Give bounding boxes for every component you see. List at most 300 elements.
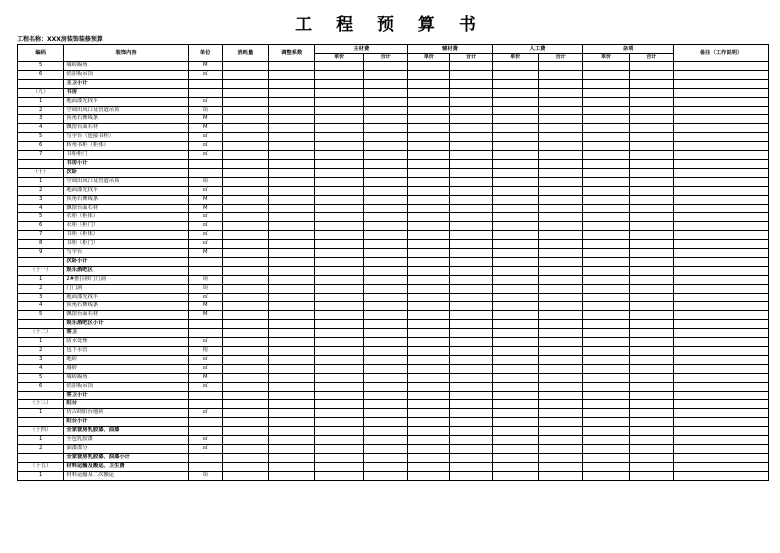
row-coef <box>269 88 315 97</box>
row-labor-price <box>492 222 538 231</box>
row-misc-total <box>629 240 673 249</box>
row-labor-price <box>492 79 538 88</box>
row-item-name: 主卫小计 <box>64 79 188 88</box>
row-labor-total <box>539 400 583 409</box>
row-item-name: 飘窗台面石材 <box>64 311 188 320</box>
row-misc-total <box>629 329 673 338</box>
row-main-price <box>315 444 364 453</box>
row-qty <box>222 257 268 266</box>
row-misc-total <box>629 249 673 258</box>
row-note <box>674 409 769 418</box>
row-note <box>674 88 769 97</box>
row-item-name: 地面漆光找平 <box>64 293 188 302</box>
row-code <box>18 257 64 266</box>
table-row <box>18 231 769 240</box>
budget-table <box>17 44 769 481</box>
row-code: 3 <box>18 293 64 302</box>
row-code <box>18 453 64 462</box>
row-item-name: 铝扣板吊顶 <box>64 70 188 79</box>
row-main-total <box>363 347 407 356</box>
row-main-total <box>363 257 407 266</box>
row-aux-price <box>408 471 450 480</box>
table-row <box>18 142 769 151</box>
row-aux-price <box>408 355 450 364</box>
row-qty <box>222 373 268 382</box>
row-labor-price <box>492 213 538 222</box>
row-unit <box>188 400 222 409</box>
row-code: 6 <box>18 70 64 79</box>
row-labor-price <box>492 168 538 177</box>
row-aux-price <box>408 151 450 160</box>
row-misc-total <box>629 436 673 445</box>
row-main-price <box>315 427 364 436</box>
row-qty <box>222 400 268 409</box>
row-note <box>674 462 769 471</box>
row-main-price <box>315 382 364 391</box>
row-aux-price <box>408 70 450 79</box>
table-row <box>18 133 769 142</box>
row-misc-price <box>583 70 629 79</box>
table-row <box>18 400 769 409</box>
row-coef <box>269 177 315 186</box>
row-note <box>674 257 769 266</box>
row-misc-total <box>629 471 673 480</box>
row-labor-price <box>492 427 538 436</box>
table-row <box>18 453 769 462</box>
table-row <box>18 204 769 213</box>
row-aux-total <box>450 213 492 222</box>
row-misc-total <box>629 284 673 293</box>
row-labor-total <box>539 79 583 88</box>
row-item-name: 空调出风口及管道吊顶 <box>64 106 188 115</box>
row-aux-price <box>408 168 450 177</box>
row-item-name: 娱乐酒吧区 <box>64 266 188 275</box>
row-note <box>674 302 769 311</box>
row-aux-price <box>408 133 450 142</box>
row-labor-total <box>539 453 583 462</box>
row-main-total <box>363 355 407 364</box>
table-row <box>18 364 769 373</box>
row-coef <box>269 97 315 106</box>
row-aux-total <box>450 70 492 79</box>
row-misc-price <box>583 364 629 373</box>
row-unit <box>188 88 222 97</box>
row-misc-price <box>583 373 629 382</box>
row-note <box>674 355 769 364</box>
row-code: 1 <box>18 275 64 284</box>
row-qty <box>222 338 268 347</box>
row-aux-total <box>450 133 492 142</box>
row-labor-total <box>539 373 583 382</box>
row-main-price <box>315 159 364 168</box>
row-aux-price <box>408 97 450 106</box>
row-labor-price <box>492 106 538 115</box>
row-main-total <box>363 213 407 222</box>
row-labor-total <box>539 186 583 195</box>
row-aux-price <box>408 79 450 88</box>
row-main-total <box>363 133 407 142</box>
row-unit: ㎡ <box>188 142 222 151</box>
row-aux-price <box>408 373 450 382</box>
header-row <box>18 45 769 54</box>
labor-total-header: 合计 <box>539 54 583 62</box>
row-note <box>674 444 769 453</box>
row-aux-price <box>408 347 450 356</box>
row-unit <box>188 391 222 400</box>
row-main-price <box>315 133 364 142</box>
row-item-name: 衣柜（柜体） <box>64 213 188 222</box>
row-main-price <box>315 88 364 97</box>
row-main-price <box>315 471 364 480</box>
row-unit <box>188 257 222 266</box>
row-unit: M <box>188 195 222 204</box>
row-misc-price <box>583 293 629 302</box>
row-main-total <box>363 142 407 151</box>
row-coef <box>269 462 315 471</box>
row-misc-price <box>583 79 629 88</box>
row-misc-price <box>583 133 629 142</box>
row-aux-price <box>408 115 450 124</box>
row-main-price <box>315 186 364 195</box>
row-labor-price <box>492 115 538 124</box>
row-unit: 项 <box>188 106 222 115</box>
row-item-name: 2#推拉移门门洞 <box>64 275 188 284</box>
row-aux-total <box>450 382 492 391</box>
row-misc-total <box>629 213 673 222</box>
row-unit: M <box>188 204 222 213</box>
row-unit <box>188 266 222 275</box>
row-aux-price <box>408 62 450 71</box>
row-misc-total <box>629 124 673 133</box>
row-misc-total <box>629 453 673 462</box>
row-main-price <box>315 213 364 222</box>
row-note <box>674 364 769 373</box>
row-aux-total <box>450 338 492 347</box>
row-labor-total <box>539 436 583 445</box>
row-note <box>674 320 769 329</box>
table-row <box>18 222 769 231</box>
row-qty <box>222 427 268 436</box>
row-aux-total <box>450 79 492 88</box>
row-aux-price <box>408 400 450 409</box>
row-unit: 项 <box>188 471 222 480</box>
row-labor-total <box>539 249 583 258</box>
row-main-price <box>315 97 364 106</box>
row-coef <box>269 338 315 347</box>
row-main-price <box>315 338 364 347</box>
row-labor-price <box>492 195 538 204</box>
row-code: （九） <box>18 88 64 97</box>
row-misc-total <box>629 168 673 177</box>
row-item-name: 油漆部分 <box>64 444 188 453</box>
row-coef <box>269 106 315 115</box>
row-misc-total <box>629 204 673 213</box>
row-main-total <box>363 177 407 186</box>
row-item-name: 防水处理 <box>64 338 188 347</box>
row-aux-total <box>450 311 492 320</box>
row-coef <box>269 186 315 195</box>
row-aux-price <box>408 213 450 222</box>
row-misc-price <box>583 142 629 151</box>
row-note <box>674 159 769 168</box>
row-labor-total <box>539 338 583 347</box>
row-misc-total <box>629 302 673 311</box>
row-aux-total <box>450 231 492 240</box>
col-unit-header: 单位 <box>188 45 222 62</box>
row-qty <box>222 240 268 249</box>
row-qty <box>222 168 268 177</box>
row-code: 3 <box>18 115 64 124</box>
row-code: 3 <box>18 195 64 204</box>
row-coef <box>269 284 315 293</box>
col-qty-header: 消耗量 <box>222 45 268 62</box>
row-main-total <box>363 151 407 160</box>
row-coef <box>269 293 315 302</box>
row-code: 2 <box>18 347 64 356</box>
table-row <box>18 151 769 160</box>
row-coef <box>269 168 315 177</box>
row-main-total <box>363 88 407 97</box>
row-labor-total <box>539 293 583 302</box>
row-misc-price <box>583 213 629 222</box>
table-row <box>18 284 769 293</box>
row-main-price <box>315 222 364 231</box>
row-aux-total <box>450 204 492 213</box>
row-labor-price <box>492 444 538 453</box>
row-unit: ㎡ <box>188 444 222 453</box>
row-item-name: 顶角石膏线条 <box>64 302 188 311</box>
row-item-name: 墙砖踢角 <box>64 62 188 71</box>
row-labor-price <box>492 382 538 391</box>
row-labor-total <box>539 347 583 356</box>
row-coef <box>269 79 315 88</box>
table-row <box>18 97 769 106</box>
row-item-name: 次卧 <box>64 168 188 177</box>
row-coef <box>269 151 315 160</box>
row-misc-price <box>583 222 629 231</box>
row-qty <box>222 329 268 338</box>
row-labor-total <box>539 124 583 133</box>
row-main-price <box>315 418 364 427</box>
row-misc-total <box>629 159 673 168</box>
table-row <box>18 195 769 204</box>
row-code: 4 <box>18 124 64 133</box>
row-coef <box>269 311 315 320</box>
row-misc-total <box>629 177 673 186</box>
row-labor-total <box>539 231 583 240</box>
row-note <box>674 195 769 204</box>
row-unit: ㎡ <box>188 382 222 391</box>
row-aux-price <box>408 240 450 249</box>
row-aux-total <box>450 329 492 338</box>
row-labor-total <box>539 62 583 71</box>
row-misc-total <box>629 195 673 204</box>
row-qty <box>222 204 268 213</box>
row-labor-total <box>539 159 583 168</box>
row-unit: M <box>188 373 222 382</box>
row-item-name: 全包乳胶漆 <box>64 436 188 445</box>
row-misc-total <box>629 115 673 124</box>
row-labor-total <box>539 257 583 266</box>
row-item-name: 门门洞 <box>64 284 188 293</box>
row-aux-total <box>450 453 492 462</box>
row-main-total <box>363 159 407 168</box>
row-item-name: 次卧小计 <box>64 257 188 266</box>
row-misc-price <box>583 311 629 320</box>
labor-price-header: 单价 <box>492 54 538 62</box>
row-coef <box>269 302 315 311</box>
row-coef <box>269 347 315 356</box>
row-main-total <box>363 70 407 79</box>
row-labor-price <box>492 186 538 195</box>
row-note <box>674 275 769 284</box>
row-labor-price <box>492 373 538 382</box>
row-main-price <box>315 302 364 311</box>
row-labor-price <box>492 409 538 418</box>
row-note <box>674 186 769 195</box>
row-item-name: 客卫小计 <box>64 391 188 400</box>
row-labor-price <box>492 70 538 79</box>
row-coef <box>269 471 315 480</box>
row-labor-total <box>539 311 583 320</box>
row-qty <box>222 249 268 258</box>
row-misc-total <box>629 231 673 240</box>
row-aux-total <box>450 462 492 471</box>
row-aux-total <box>450 391 492 400</box>
row-labor-price <box>492 266 538 275</box>
row-qty <box>222 88 268 97</box>
row-item-name: 顶角石膏线条 <box>64 115 188 124</box>
row-coef <box>269 133 315 142</box>
row-misc-total <box>629 311 673 320</box>
row-labor-price <box>492 364 538 373</box>
row-aux-total <box>450 471 492 480</box>
row-code: （十五） <box>18 462 64 471</box>
row-labor-price <box>492 124 538 133</box>
row-note <box>674 382 769 391</box>
row-labor-total <box>539 142 583 151</box>
table-row <box>18 293 769 302</box>
row-aux-total <box>450 106 492 115</box>
row-labor-price <box>492 249 538 258</box>
row-misc-total <box>629 88 673 97</box>
row-aux-price <box>408 453 450 462</box>
row-coef <box>269 409 315 418</box>
row-misc-total <box>629 418 673 427</box>
col-code-header: 编码 <box>18 45 64 62</box>
row-unit: 项 <box>188 275 222 284</box>
row-unit: ㎡ <box>188 338 222 347</box>
row-labor-price <box>492 453 538 462</box>
row-qty <box>222 177 268 186</box>
row-main-total <box>363 106 407 115</box>
row-unit: M <box>188 249 222 258</box>
row-aux-total <box>450 168 492 177</box>
row-misc-price <box>583 391 629 400</box>
row-note <box>674 70 769 79</box>
row-main-price <box>315 249 364 258</box>
row-note <box>674 418 769 427</box>
row-aux-total <box>450 257 492 266</box>
row-note <box>674 266 769 275</box>
row-misc-total <box>629 364 673 373</box>
row-labor-price <box>492 302 538 311</box>
row-aux-price <box>408 106 450 115</box>
row-aux-price <box>408 444 450 453</box>
row-note <box>674 213 769 222</box>
row-main-price <box>315 177 364 186</box>
row-misc-total <box>629 97 673 106</box>
row-labor-total <box>539 382 583 391</box>
row-code: （十三） <box>18 400 64 409</box>
row-item-name: 地砖 <box>64 355 188 364</box>
row-unit: ㎡ <box>188 240 222 249</box>
row-code: 4 <box>18 204 64 213</box>
row-note <box>674 106 769 115</box>
row-coef <box>269 391 315 400</box>
row-qty <box>222 133 268 142</box>
row-main-total <box>363 329 407 338</box>
row-aux-total <box>450 400 492 409</box>
table-row <box>18 409 769 418</box>
row-qty <box>222 462 268 471</box>
row-main-price <box>315 391 364 400</box>
table-row <box>18 159 769 168</box>
row-unit <box>188 159 222 168</box>
row-main-price <box>315 115 364 124</box>
row-qty <box>222 311 268 320</box>
row-unit: ㎡ <box>188 364 222 373</box>
row-aux-total <box>450 293 492 302</box>
row-misc-price <box>583 97 629 106</box>
row-labor-price <box>492 177 538 186</box>
row-qty <box>222 186 268 195</box>
row-item-name: 写字台（连接书柜） <box>64 133 188 142</box>
row-labor-price <box>492 436 538 445</box>
row-item-name: 衣柜（柜门） <box>64 222 188 231</box>
row-unit: ㎡ <box>188 70 222 79</box>
row-unit: ㎡ <box>188 355 222 364</box>
row-unit <box>188 320 222 329</box>
row-coef <box>269 240 315 249</box>
row-misc-total <box>629 373 673 382</box>
row-qty <box>222 355 268 364</box>
table-row <box>18 355 769 364</box>
row-coef <box>269 373 315 382</box>
row-labor-price <box>492 347 538 356</box>
row-misc-total <box>629 106 673 115</box>
row-main-price <box>315 62 364 71</box>
row-main-total <box>363 409 407 418</box>
row-main-price <box>315 257 364 266</box>
row-main-total <box>363 222 407 231</box>
row-aux-price <box>408 329 450 338</box>
table-row <box>18 70 769 79</box>
row-aux-price <box>408 275 450 284</box>
budget-table-body <box>18 62 769 481</box>
row-coef <box>269 436 315 445</box>
project-name-label: 工程名称：XXX房装饰装修预算 <box>17 36 103 43</box>
table-row <box>18 124 769 133</box>
row-labor-total <box>539 320 583 329</box>
row-note <box>674 133 769 142</box>
table-row <box>18 257 769 266</box>
row-misc-total <box>629 427 673 436</box>
row-note <box>674 373 769 382</box>
row-coef <box>269 355 315 364</box>
row-unit: ㎡ <box>188 409 222 418</box>
table-row <box>18 338 769 347</box>
